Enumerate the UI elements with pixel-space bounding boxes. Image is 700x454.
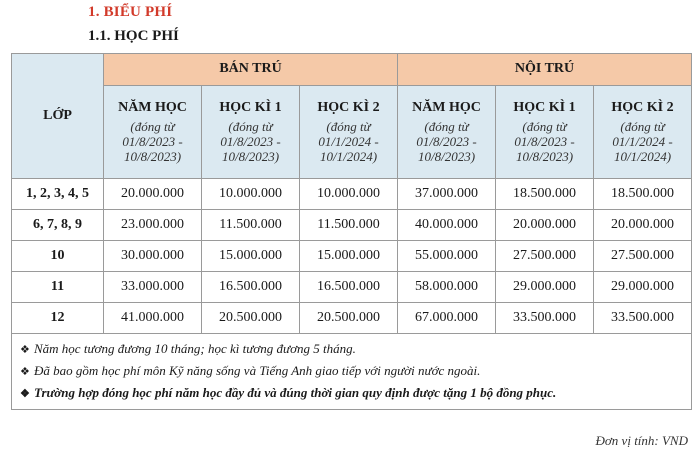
fee-cell: 18.500.000 <box>594 179 692 210</box>
column-title: HỌC KÌ 1 <box>219 99 282 115</box>
unit-label: Đơn vị tính: VND <box>595 433 688 448</box>
column-payment-period: (đóng từ 01/1/2024 - 10/1/2024) <box>318 118 379 164</box>
fee-cell: 20.000.000 <box>496 210 594 241</box>
grade-cell: 1, 2, 3, 4, 5 <box>12 179 104 210</box>
fee-cell: 20.500.000 <box>202 303 300 334</box>
fee-cell: 55.000.000 <box>398 241 496 272</box>
column-payment-period: (đóng từ 01/8/2023 - 10/8/2023) <box>514 118 575 164</box>
column-title: HỌC KÌ 1 <box>513 99 576 115</box>
section-heading: 1. BIỂU PHÍ <box>88 4 173 20</box>
fee-cell: 16.500.000 <box>300 272 398 303</box>
note-item <box>20 342 683 357</box>
note-text: Trường hợp đóng học phí năm học đầy đủ và đúng thời gian quy định được tặng 1 bộ đồng phục. <box>34 384 557 400</box>
fee-cell: 10.000.000 <box>202 179 300 210</box>
grade-cell: 12 <box>12 303 104 334</box>
note-text: Đã bao gồm học phí môn Kỹ năng sống và Tiếng Anh giao tiếp với người nước ngoài. <box>34 362 481 378</box>
table-row <box>12 303 692 334</box>
table-row <box>12 210 692 241</box>
column-payment-period: (đóng từ 01/8/2023 - 10/8/2023) <box>122 118 183 164</box>
fee-cell: 41.000.000 <box>104 303 202 334</box>
fee-cell: 18.500.000 <box>496 179 594 210</box>
group-header-noi-tru: NỘI TRÚ <box>398 54 692 86</box>
fee-cell: 58.000.000 <box>398 272 496 303</box>
notes-row <box>12 334 692 410</box>
table-row <box>12 272 692 303</box>
column-payment-period: (đóng từ 01/8/2023 - 10/8/2023) <box>220 118 281 164</box>
fee-cell: 27.500.000 <box>594 241 692 272</box>
fee-cell: 30.000.000 <box>104 241 202 272</box>
note-item <box>20 386 683 401</box>
fee-cell: 20.000.000 <box>104 179 202 210</box>
column-header <box>398 86 496 179</box>
column-header <box>496 86 594 179</box>
fee-cell: 33.500.000 <box>594 303 692 334</box>
group-header-ban-tru: BÁN TRÚ <box>104 54 398 86</box>
column-header <box>104 86 202 179</box>
note-text: Năm học tương đương 10 tháng; học kì tương đương 5 tháng. <box>34 341 356 356</box>
diamond-bullet-icon: ❖ <box>20 344 30 356</box>
fee-cell: 33.000.000 <box>104 272 202 303</box>
fee-cell: 33.500.000 <box>496 303 594 334</box>
fee-cell: 20.000.000 <box>594 210 692 241</box>
grade-cell: 10 <box>12 241 104 272</box>
fee-cell: 11.500.000 <box>202 210 300 241</box>
fee-cell: 29.000.000 <box>496 272 594 303</box>
column-title: NĂM HỌC <box>118 99 187 115</box>
tuition-table <box>11 53 692 410</box>
column-header <box>202 86 300 179</box>
fee-cell: 37.000.000 <box>398 179 496 210</box>
column-payment-period: (đóng từ 01/1/2024 - 10/1/2024) <box>612 118 673 164</box>
fee-cell: 40.000.000 <box>398 210 496 241</box>
grade-header: LỚP <box>12 54 104 179</box>
fee-cell: 67.000.000 <box>398 303 496 334</box>
fee-cell: 11.500.000 <box>300 210 398 241</box>
fee-cell: 29.000.000 <box>594 272 692 303</box>
notes-cell <box>12 334 692 410</box>
subsection-heading: 1.1. HỌC PHÍ <box>88 28 179 44</box>
fee-cell: 10.000.000 <box>300 179 398 210</box>
note-item <box>20 364 683 379</box>
fee-cell: 16.500.000 <box>202 272 300 303</box>
column-payment-period: (đóng từ 01/8/2023 - 10/8/2023) <box>416 118 477 164</box>
fee-cell: 15.000.000 <box>300 241 398 272</box>
fee-cell: 20.500.000 <box>300 303 398 334</box>
diamond-bullet-icon: ❖ <box>20 365 30 378</box>
table-row <box>12 179 692 210</box>
column-title: NĂM HỌC <box>412 99 481 115</box>
column-header <box>594 86 692 179</box>
table-row <box>12 241 692 272</box>
diamond-bullet-icon: ❖ <box>20 387 30 400</box>
fee-cell: 23.000.000 <box>104 210 202 241</box>
fee-cell: 27.500.000 <box>496 241 594 272</box>
column-title: HỌC KÌ 2 <box>611 99 674 115</box>
grade-cell: 6, 7, 8, 9 <box>12 210 104 241</box>
fee-cell: 15.000.000 <box>202 241 300 272</box>
grade-cell: 11 <box>12 272 104 303</box>
column-header <box>300 86 398 179</box>
column-title: HỌC KÌ 2 <box>317 99 380 115</box>
